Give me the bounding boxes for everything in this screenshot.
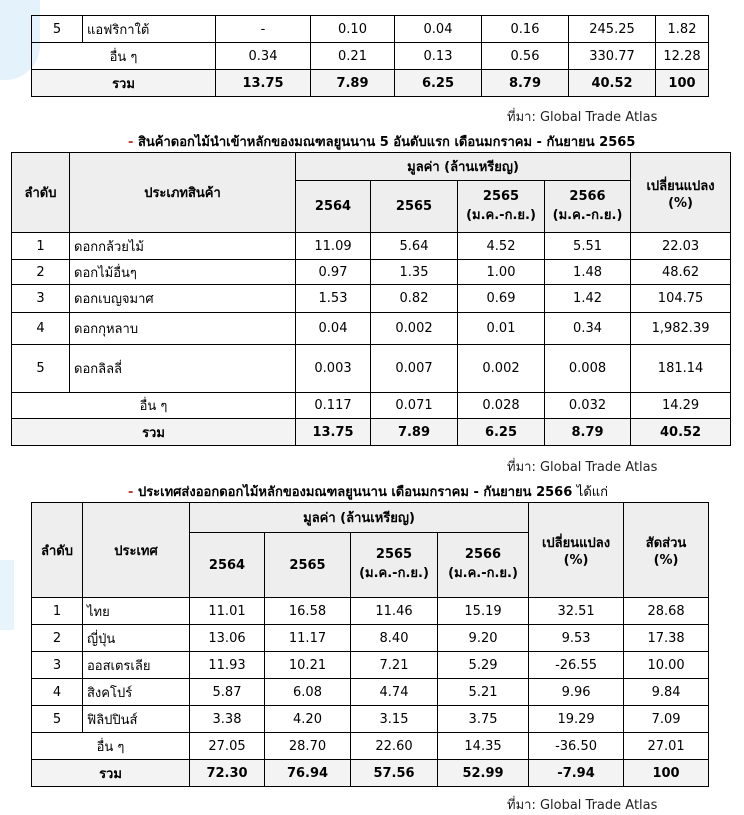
table-cell: อื่น ๆ xyxy=(12,393,296,419)
table-row xyxy=(12,285,731,313)
table-cell: 1.42 xyxy=(545,285,631,313)
table-row xyxy=(32,733,709,760)
table-cell: 4.52 xyxy=(458,233,545,260)
table-cell: 12.28 xyxy=(656,43,709,70)
table-cell: 9.96 xyxy=(529,679,624,706)
table-cell: 3.75 xyxy=(438,706,529,733)
table-cell: 52.99 xyxy=(438,760,529,787)
table-cell: -36.50 xyxy=(529,733,624,760)
table-row-total xyxy=(32,760,709,787)
header-line: (ม.ค.-ก.ย.) xyxy=(359,566,429,581)
header-line: (ม.ค.-ก.ย.) xyxy=(466,207,536,223)
table-cell: 19.29 xyxy=(529,706,624,733)
table-cell: 72.30 xyxy=(190,760,265,787)
table-cell: 1 xyxy=(32,598,83,625)
table-cell: 100 xyxy=(656,70,709,97)
table-cell: -7.94 xyxy=(529,760,624,787)
table-cell: 32.51 xyxy=(529,598,624,625)
table-cell: 10.21 xyxy=(265,652,351,679)
table-cell: 9.20 xyxy=(438,625,529,652)
table-cell: 6.08 xyxy=(265,679,351,706)
table-cell: 13.06 xyxy=(190,625,265,652)
table-cell: 5 xyxy=(32,16,83,43)
table-row xyxy=(32,43,709,70)
header-line: (%) xyxy=(668,195,693,211)
table-cell: รวม xyxy=(12,419,296,446)
table-cell: 0.56 xyxy=(482,43,569,70)
table-cell: 0.21 xyxy=(311,43,395,70)
table-cell: 76.94 xyxy=(265,760,351,787)
table-cell: 3 xyxy=(12,285,70,313)
title-suffix: ได้แก่ xyxy=(576,485,609,500)
table-import xyxy=(11,152,731,446)
table-cell: 9.84 xyxy=(624,679,709,706)
table-cell: 22.60 xyxy=(351,733,438,760)
table-row-total xyxy=(12,419,731,446)
table-cell: 4.74 xyxy=(351,679,438,706)
table-row xyxy=(32,652,709,679)
table-cell: 13.75 xyxy=(216,70,311,97)
table-cell: 2 xyxy=(12,260,70,285)
table-cell: 1.53 xyxy=(296,285,371,313)
title-text: ประเทศส่งออกดอกไม้หลักของมณฑลยูนนาน เดือนมกราคม - กันยายน 2566 xyxy=(137,485,573,500)
table-cell: 7.09 xyxy=(624,706,709,733)
table-cell: 0.032 xyxy=(545,393,631,419)
header-line: เปลี่ยนแปลง xyxy=(646,178,715,194)
table-cell: 181.14 xyxy=(631,345,731,393)
table-cell: 11.93 xyxy=(190,652,265,679)
table-cell: อื่น ๆ xyxy=(32,43,216,70)
table-cell: สิงคโปร์ xyxy=(83,679,190,706)
table-cell: 5.64 xyxy=(371,233,458,260)
column-header xyxy=(529,503,624,598)
table-row xyxy=(12,345,731,393)
table-title xyxy=(128,481,608,502)
table-cell: 4.20 xyxy=(265,706,351,733)
table-cell: 5.29 xyxy=(438,652,529,679)
column-header: ประเภทสินค้า xyxy=(70,153,296,233)
source-note: ที่มา: Global Trade Atlas xyxy=(507,798,658,813)
table-cell: 1,982.39 xyxy=(631,313,731,345)
column-header xyxy=(631,153,731,233)
table-partial xyxy=(31,15,709,97)
table-cell: 0.69 xyxy=(458,285,545,313)
table-cell: 5.51 xyxy=(545,233,631,260)
table-cell: 28.68 xyxy=(624,598,709,625)
table-cell: 1.35 xyxy=(371,260,458,285)
table-cell: อื่น ๆ xyxy=(32,733,190,760)
table-cell: ไทย xyxy=(83,598,190,625)
table-cell: 6.25 xyxy=(395,70,482,97)
table-cell: 27.05 xyxy=(190,733,265,760)
title-dash: - xyxy=(128,485,134,500)
table-cell: -26.55 xyxy=(529,652,624,679)
column-header: มูลค่า (ล้านเหรียญ) xyxy=(296,153,631,181)
decorative-shape xyxy=(0,560,14,630)
table-cell: ญี่ปุ่น xyxy=(83,625,190,652)
table-header-row xyxy=(12,153,731,181)
table-cell: - xyxy=(216,16,311,43)
column-header xyxy=(351,533,438,598)
table-row xyxy=(12,393,731,419)
table-row-total xyxy=(32,70,709,97)
table-cell: 1.82 xyxy=(656,16,709,43)
title-dash: - xyxy=(128,135,134,150)
table-cell: 15.19 xyxy=(438,598,529,625)
table-cell: 48.62 xyxy=(631,260,731,285)
table-cell: ดอกกุหลาบ xyxy=(70,313,296,345)
table-cell: 0.04 xyxy=(296,313,371,345)
table-cell: 7.89 xyxy=(371,419,458,446)
table-cell: 22.03 xyxy=(631,233,731,260)
table-cell: 245.25 xyxy=(569,16,656,43)
column-header: ประเทศ xyxy=(83,503,190,598)
column-header xyxy=(545,181,631,233)
table-cell: 100 xyxy=(624,760,709,787)
header-line: 2565 xyxy=(482,188,520,204)
table-cell: ออสเตรเลีย xyxy=(83,652,190,679)
header-line: 2565 xyxy=(375,547,413,562)
header-line: สัดส่วน xyxy=(645,536,687,551)
table-row xyxy=(32,598,709,625)
table-row xyxy=(32,16,709,43)
table-cell: 0.008 xyxy=(545,345,631,393)
table-cell: 11.01 xyxy=(190,598,265,625)
table-cell: ฟิลิปปินส์ xyxy=(83,706,190,733)
header-line: เปลี่ยนแปลง xyxy=(541,536,611,551)
table-cell: 0.01 xyxy=(458,313,545,345)
table-cell: 13.75 xyxy=(296,419,371,446)
table-cell: แอฟริกาใต้ xyxy=(83,16,216,43)
table-cell: 0.028 xyxy=(458,393,545,419)
table-cell: 0.117 xyxy=(296,393,371,419)
table-cell: 0.10 xyxy=(311,16,395,43)
table-cell: 7.21 xyxy=(351,652,438,679)
table-row xyxy=(32,679,709,706)
table-cell: 10.00 xyxy=(624,652,709,679)
table-cell: 1.48 xyxy=(545,260,631,285)
table-cell: ดอกกล้วยไม้ xyxy=(70,233,296,260)
source-note: ที่มา: Global Trade Atlas xyxy=(507,460,658,475)
title-text: สินค้าดอกไม้นำเข้าหลักของมณฑลยูนนาน 5 อันดับแรก เดือนมกราคม - กันยายน 2565 xyxy=(137,135,636,150)
table-cell: 0.04 xyxy=(395,16,482,43)
column-header: 2565 xyxy=(371,181,458,233)
table-cell: 0.13 xyxy=(395,43,482,70)
header-line: (ม.ค.-ก.ย.) xyxy=(448,566,518,581)
table-cell: 14.35 xyxy=(438,733,529,760)
table-row xyxy=(12,233,731,260)
header-line: (ม.ค.-ก.ย.) xyxy=(552,207,623,223)
column-header xyxy=(458,181,545,233)
table-cell: 14.29 xyxy=(631,393,731,419)
table-cell: ดอกลิลลี่ xyxy=(70,345,296,393)
table-cell: 5 xyxy=(32,706,83,733)
column-header xyxy=(438,533,529,598)
table-cell: 3.38 xyxy=(190,706,265,733)
table-cell: 6.25 xyxy=(458,419,545,446)
table-cell: 5.87 xyxy=(190,679,265,706)
table-cell: รวม xyxy=(32,760,190,787)
table-cell: 16.58 xyxy=(265,598,351,625)
table-row xyxy=(32,706,709,733)
table-header-row xyxy=(32,503,709,533)
table-cell: 5.21 xyxy=(438,679,529,706)
table-cell: 27.01 xyxy=(624,733,709,760)
table-cell: 11.46 xyxy=(351,598,438,625)
table-cell: 9.53 xyxy=(529,625,624,652)
table-cell: 1 xyxy=(12,233,70,260)
table-cell: 11.17 xyxy=(265,625,351,652)
table-cell: 17.38 xyxy=(624,625,709,652)
header-line: (%) xyxy=(563,553,589,568)
table-export xyxy=(31,502,709,787)
table-cell: ดอกเบญจมาศ xyxy=(70,285,296,313)
table-cell: 3.15 xyxy=(351,706,438,733)
table-cell: 4 xyxy=(32,679,83,706)
table-cell: 11.09 xyxy=(296,233,371,260)
table-cell: 0.82 xyxy=(371,285,458,313)
header-line: 2566 xyxy=(464,547,502,562)
table-cell: 0.002 xyxy=(458,345,545,393)
column-header: 2564 xyxy=(190,533,265,598)
table-cell: 40.52 xyxy=(569,70,656,97)
table-cell: 3 xyxy=(32,652,83,679)
column-header: 2564 xyxy=(296,181,371,233)
table-cell: 7.89 xyxy=(311,70,395,97)
table-cell: 5 xyxy=(12,345,70,393)
table-cell: 8.40 xyxy=(351,625,438,652)
table-cell: 8.79 xyxy=(545,419,631,446)
table-cell: 0.007 xyxy=(371,345,458,393)
table-cell: ดอกไม้อื่นๆ xyxy=(70,260,296,285)
column-header: ลำดับ xyxy=(12,153,70,233)
table-cell: 0.34 xyxy=(545,313,631,345)
column-header: 2565 xyxy=(265,533,351,598)
table-cell: 1.00 xyxy=(458,260,545,285)
table-cell: 57.56 xyxy=(351,760,438,787)
column-header xyxy=(624,503,709,598)
table-cell: 0.071 xyxy=(371,393,458,419)
table-cell: 0.97 xyxy=(296,260,371,285)
table-row xyxy=(12,313,731,345)
table-cell: 40.52 xyxy=(631,419,731,446)
table-cell: 2 xyxy=(32,625,83,652)
table-cell: 0.002 xyxy=(371,313,458,345)
source-note: ที่มา: Global Trade Atlas xyxy=(507,110,658,125)
table-row xyxy=(12,260,731,285)
table-cell: 0.003 xyxy=(296,345,371,393)
header-line: 2566 xyxy=(569,188,606,204)
table-cell: รวม xyxy=(32,70,216,97)
table-row xyxy=(32,625,709,652)
header-line: (%) xyxy=(653,553,679,568)
table-cell: 330.77 xyxy=(569,43,656,70)
column-header: มูลค่า (ล้านเหรียญ) xyxy=(190,503,529,533)
column-header: ลำดับ xyxy=(32,503,83,598)
table-cell: 104.75 xyxy=(631,285,731,313)
table-cell: 8.79 xyxy=(482,70,569,97)
table-cell: 0.34 xyxy=(216,43,311,70)
table-cell: 4 xyxy=(12,313,70,345)
table-cell: 28.70 xyxy=(265,733,351,760)
table-cell: 0.16 xyxy=(482,16,569,43)
table-title xyxy=(128,131,635,152)
